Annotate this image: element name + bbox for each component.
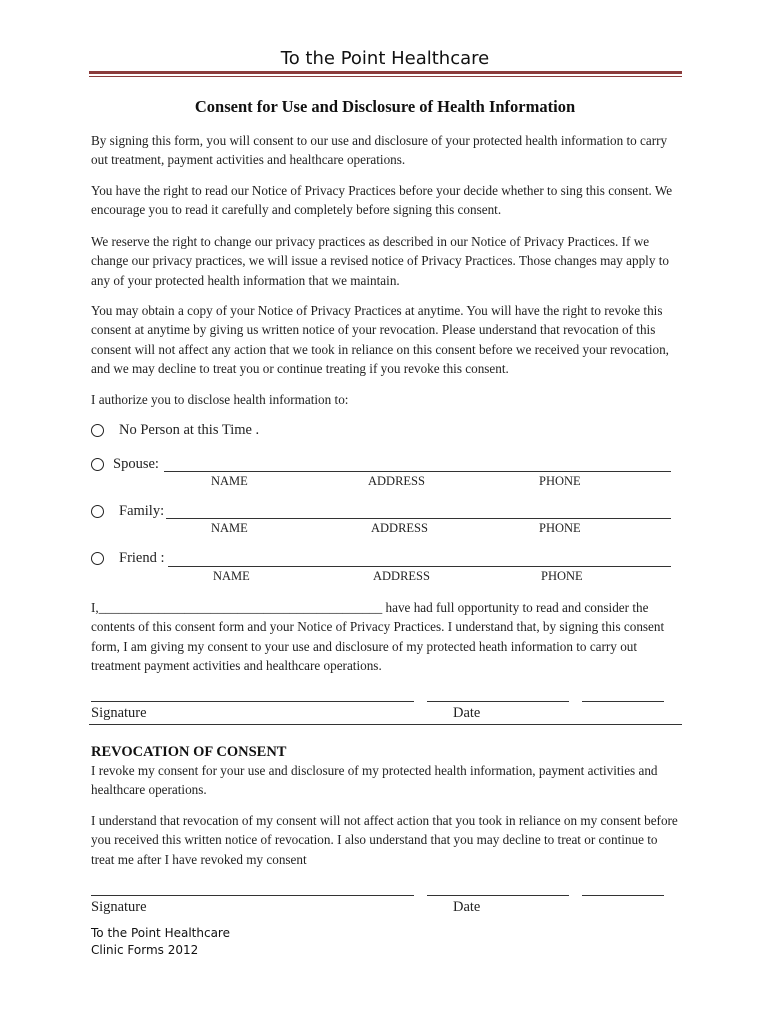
signature-label: Signature xyxy=(91,705,147,721)
footer-org: To the Point Healthcare xyxy=(91,926,230,940)
date-label: Date xyxy=(453,705,481,721)
paragraph-authorize: I authorize you to disclose health information to: xyxy=(91,392,349,407)
option-spouse-label: Spouse: xyxy=(113,456,159,472)
revocation-paragraph-2: I understand that revocation of my consent will not affect action that you took in reliance on my consent before you received this written notice of revocation. I also understand that you may decline to treat or continue to treat me after I have revoked my consent xyxy=(91,813,678,867)
footer-form-year: Clinic Forms 2012 xyxy=(91,943,199,957)
family-fill-line[interactable] xyxy=(166,518,671,519)
spouse-phone-label: PHONE xyxy=(539,474,581,488)
revocation-date-line[interactable] xyxy=(427,895,569,896)
header-rule-thin xyxy=(89,76,682,77)
revocation-date-label: Date xyxy=(453,899,481,915)
form-title: Consent for Use and Disclosure of Health Information xyxy=(194,97,576,116)
paragraph-consent-intro: By signing this form, you will consent to our use and disclosure of your protected health information to carry out treatment, payment activities and healthcare operations. xyxy=(91,133,668,168)
paragraph-revoke-rights: You may obtain a copy of your Notice of Privacy Practices at anytime. You will have the right to revoke this consent at anytime by giving us written notice of your revocation. Please understand that revocation of this consent will not affect any action that we took in reliance on this consent before we received your revocation, and we may decline to treat you or continue treating if you revoke this consent. xyxy=(91,303,669,377)
option-no-person-label: No Person at this Time . xyxy=(119,422,260,438)
option-family-label: Family: xyxy=(119,503,165,519)
option-no-person-radio[interactable] xyxy=(91,424,104,437)
revocation-signature-label: Signature xyxy=(91,899,147,915)
friend-name-label: NAME xyxy=(213,569,250,583)
option-spouse-radio[interactable] xyxy=(91,458,104,471)
revocation-date-line-extra[interactable] xyxy=(582,895,664,896)
signature-line[interactable] xyxy=(91,701,414,702)
paragraph-privacy-changes: We reserve the right to change our privacy practices as described in our Notice of Privacy Practices. If we change our privacy practices, we will issue a revised notice of Privacy Practices. Those changes may apply to any of your protected health information that we maintain. xyxy=(91,234,669,288)
friend-phone-label: PHONE xyxy=(541,569,583,583)
spouse-fill-line[interactable] xyxy=(164,471,671,472)
date-line[interactable] xyxy=(427,701,569,702)
option-friend-radio[interactable] xyxy=(91,552,104,565)
revocation-heading: REVOCATION OF CONSENT xyxy=(91,744,287,760)
family-phone-label: PHONE xyxy=(539,521,581,535)
section-divider xyxy=(89,724,682,725)
revocation-paragraph-1: I revoke my consent for your use and disclosure of my protected health information, payment activities and healthcare operations. xyxy=(91,763,658,798)
header-title: To the Point Healthcare xyxy=(280,48,490,69)
friend-address-label: ADDRESS xyxy=(373,569,430,583)
friend-fill-line[interactable] xyxy=(168,566,671,567)
option-family-radio[interactable] xyxy=(91,505,104,518)
date-line-extra[interactable] xyxy=(582,701,664,702)
spouse-address-label: ADDRESS xyxy=(368,474,425,488)
paragraph-right-to-read: You have the right to read our Notice of Privacy Practices before your decide whether to sing this consent. We encourage you to read it carefully and completely before signing this consent. xyxy=(91,183,673,218)
family-address-label: ADDRESS xyxy=(371,521,428,535)
revocation-signature-line[interactable] xyxy=(91,895,414,896)
acknowledgement-paragraph: I,___________________________________________ have had full opportunity to read and consider the contents of this consent form and your Notice of Privacy Practices. I understand that, by signing this consent form, I am giving my consent to your use and disclosure of my protected heath information to carry out treatment payment activities and healthcare operations. xyxy=(91,600,665,674)
header-rule xyxy=(89,71,682,74)
option-friend-label: Friend : xyxy=(119,550,165,566)
family-name-label: NAME xyxy=(211,521,248,535)
spouse-name-label: NAME xyxy=(211,474,248,488)
